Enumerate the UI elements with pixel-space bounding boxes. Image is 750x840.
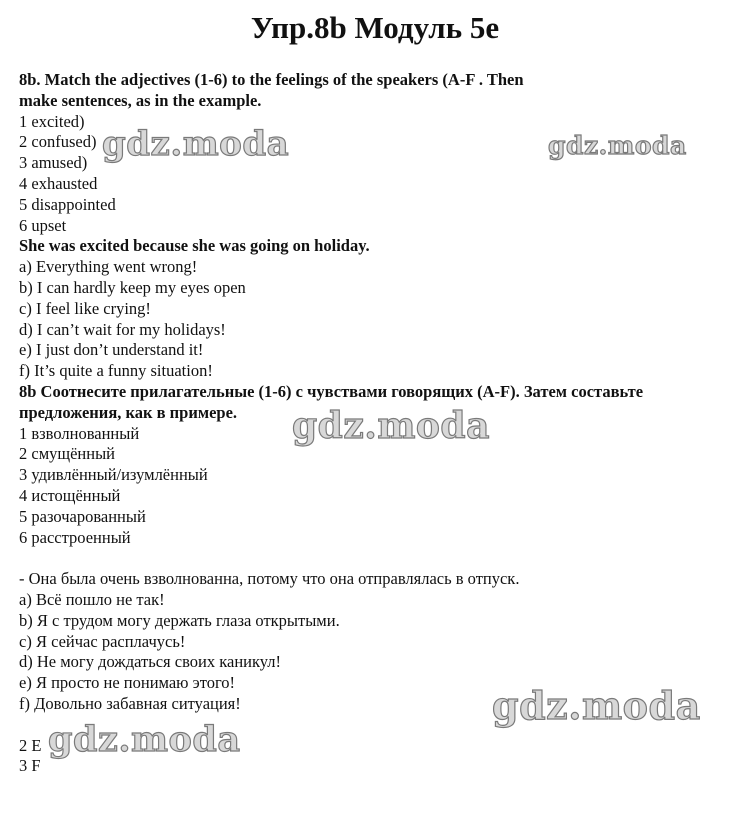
adjective-en-4: 4 exhausted <box>19 173 98 193</box>
feeling-ru-e: e) Я просто не понимаю этого! <box>19 673 236 693</box>
adjective-ru-5: 5 разочарованный <box>19 506 146 526</box>
feeling-ru-c: c) Я сейчас расплачусь! <box>19 631 186 651</box>
adjective-ru-4: 4 истощённый <box>19 485 121 505</box>
adjective-en-3: 3 amused) <box>19 153 88 173</box>
page-title: Упр.8b Модуль 5е <box>250 10 500 45</box>
watermark: gdz.moda <box>292 405 490 447</box>
watermark: gdz.moda <box>48 719 241 760</box>
feeling-ru-b: b) Я с трудом могу держать глаза открытыми. <box>19 610 340 630</box>
task-en-line-1: 8b. Match the adjectives (1-6) to the feelings of the speakers (A-F . Then <box>19 70 524 89</box>
task-en-line-2: make sentences, as in the example. <box>19 90 262 110</box>
feeling-en-f: f) It’s quite a funny situation! <box>19 361 213 381</box>
watermark: gdz.moda <box>102 124 290 164</box>
feeling-en-c: c) I feel like crying! <box>19 298 151 318</box>
watermark: gdz.moda <box>548 131 687 160</box>
feeling-en-e: e) I just don’t understand it! <box>19 340 204 360</box>
example-en: She was excited because she was going on holiday. <box>19 236 370 256</box>
adjective-en-6: 6 upset <box>19 215 67 235</box>
adjective-en-2: 2 confused) <box>19 132 97 152</box>
spacer <box>19 548 731 569</box>
task-ru-line-2: предложения, как в примере. <box>19 402 238 422</box>
task-ru-line-1: 8b Соотнесите прилагательные (1-6) с чувствами говорящих (A-F). Затем составьте <box>19 381 644 401</box>
watermark: gdz.moda <box>492 683 701 728</box>
feeling-en-a: a) Everything went wrong! <box>19 257 198 277</box>
answer-1: 2 E <box>19 735 42 755</box>
answer-2: 3 F <box>19 756 41 776</box>
feeling-ru-d: d) Не могу дождаться своих каникул! <box>19 652 282 672</box>
adjective-ru-3: 3 удивлённый/изумлённый <box>19 465 208 485</box>
feeling-ru-f: f) Довольно забавная ситуация! <box>19 693 241 713</box>
adjective-ru-1: 1 взволнованный <box>19 423 140 443</box>
example-ru: - Она была очень взволнованна, потому что она отправлялась в отпуск. <box>19 569 520 589</box>
adjective-en-1: 1 excited) <box>19 111 85 131</box>
adjective-ru-2: 2 смущённый <box>19 444 115 464</box>
adjective-en-5: 5 disappointed <box>19 194 116 214</box>
feeling-ru-a: a) Всё пошло не так! <box>19 589 165 609</box>
feeling-en-d: d) I can’t wait for my holidays! <box>19 319 226 339</box>
feeling-en-b: b) I can hardly keep my eyes open <box>19 277 246 297</box>
adjective-ru-6: 6 расстроенный <box>19 527 131 547</box>
